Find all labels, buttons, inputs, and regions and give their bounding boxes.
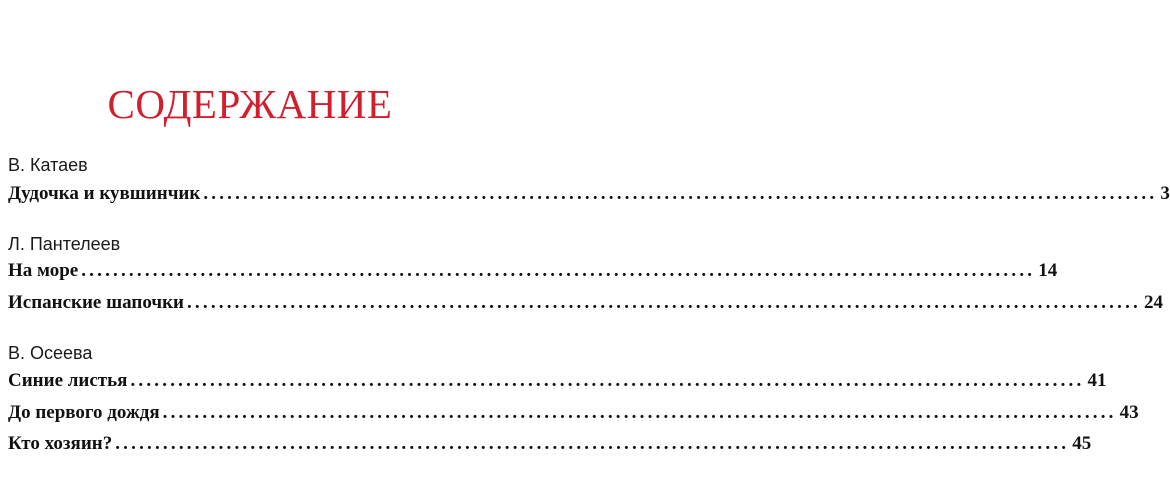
story-title: Кто хозяин? (8, 433, 113, 454)
author-kataev: В. Катаев (8, 155, 88, 175)
story-title: На море (8, 260, 79, 281)
dot-leader: ........................................................................................................................ (81, 260, 1036, 281)
page-number: 43 (1119, 402, 1139, 423)
dot-leader: ........................................................................................................................ (115, 433, 1070, 454)
contents-heading: СОДЕРЖАНИЕ (107, 81, 393, 127)
page-number: 24 (1143, 292, 1163, 313)
author-panteleev: Л. Пантелеев (8, 234, 121, 254)
toc-entry[interactable] (8, 182, 1170, 206)
story-title: Испанские шапочки (8, 292, 184, 313)
page-number: 3 (1160, 183, 1170, 204)
author-oseeva: В. Осеева (8, 343, 93, 363)
story-title: Дудочка и кувшинчик (8, 183, 201, 204)
page-number: 41 (1087, 370, 1107, 391)
page-number: 14 (1038, 260, 1058, 281)
page-number: 45 (1072, 433, 1092, 454)
dot-leader: ........................................................................................................................ (186, 292, 1141, 313)
toc-entry[interactable] (8, 259, 1058, 283)
toc-entry[interactable] (8, 401, 1139, 425)
dot-leader: ........................................................................................................................ (162, 402, 1117, 423)
toc-entry[interactable] (8, 369, 1107, 393)
dot-leader: ........................................................................................................................ (203, 183, 1158, 204)
dot-leader: ........................................................................................................................ (130, 370, 1085, 391)
toc-entry[interactable] (8, 432, 1092, 456)
story-title: До первого дождя (8, 402, 160, 423)
story-title: Синие листья (8, 370, 128, 391)
toc-entry[interactable] (8, 291, 1163, 315)
